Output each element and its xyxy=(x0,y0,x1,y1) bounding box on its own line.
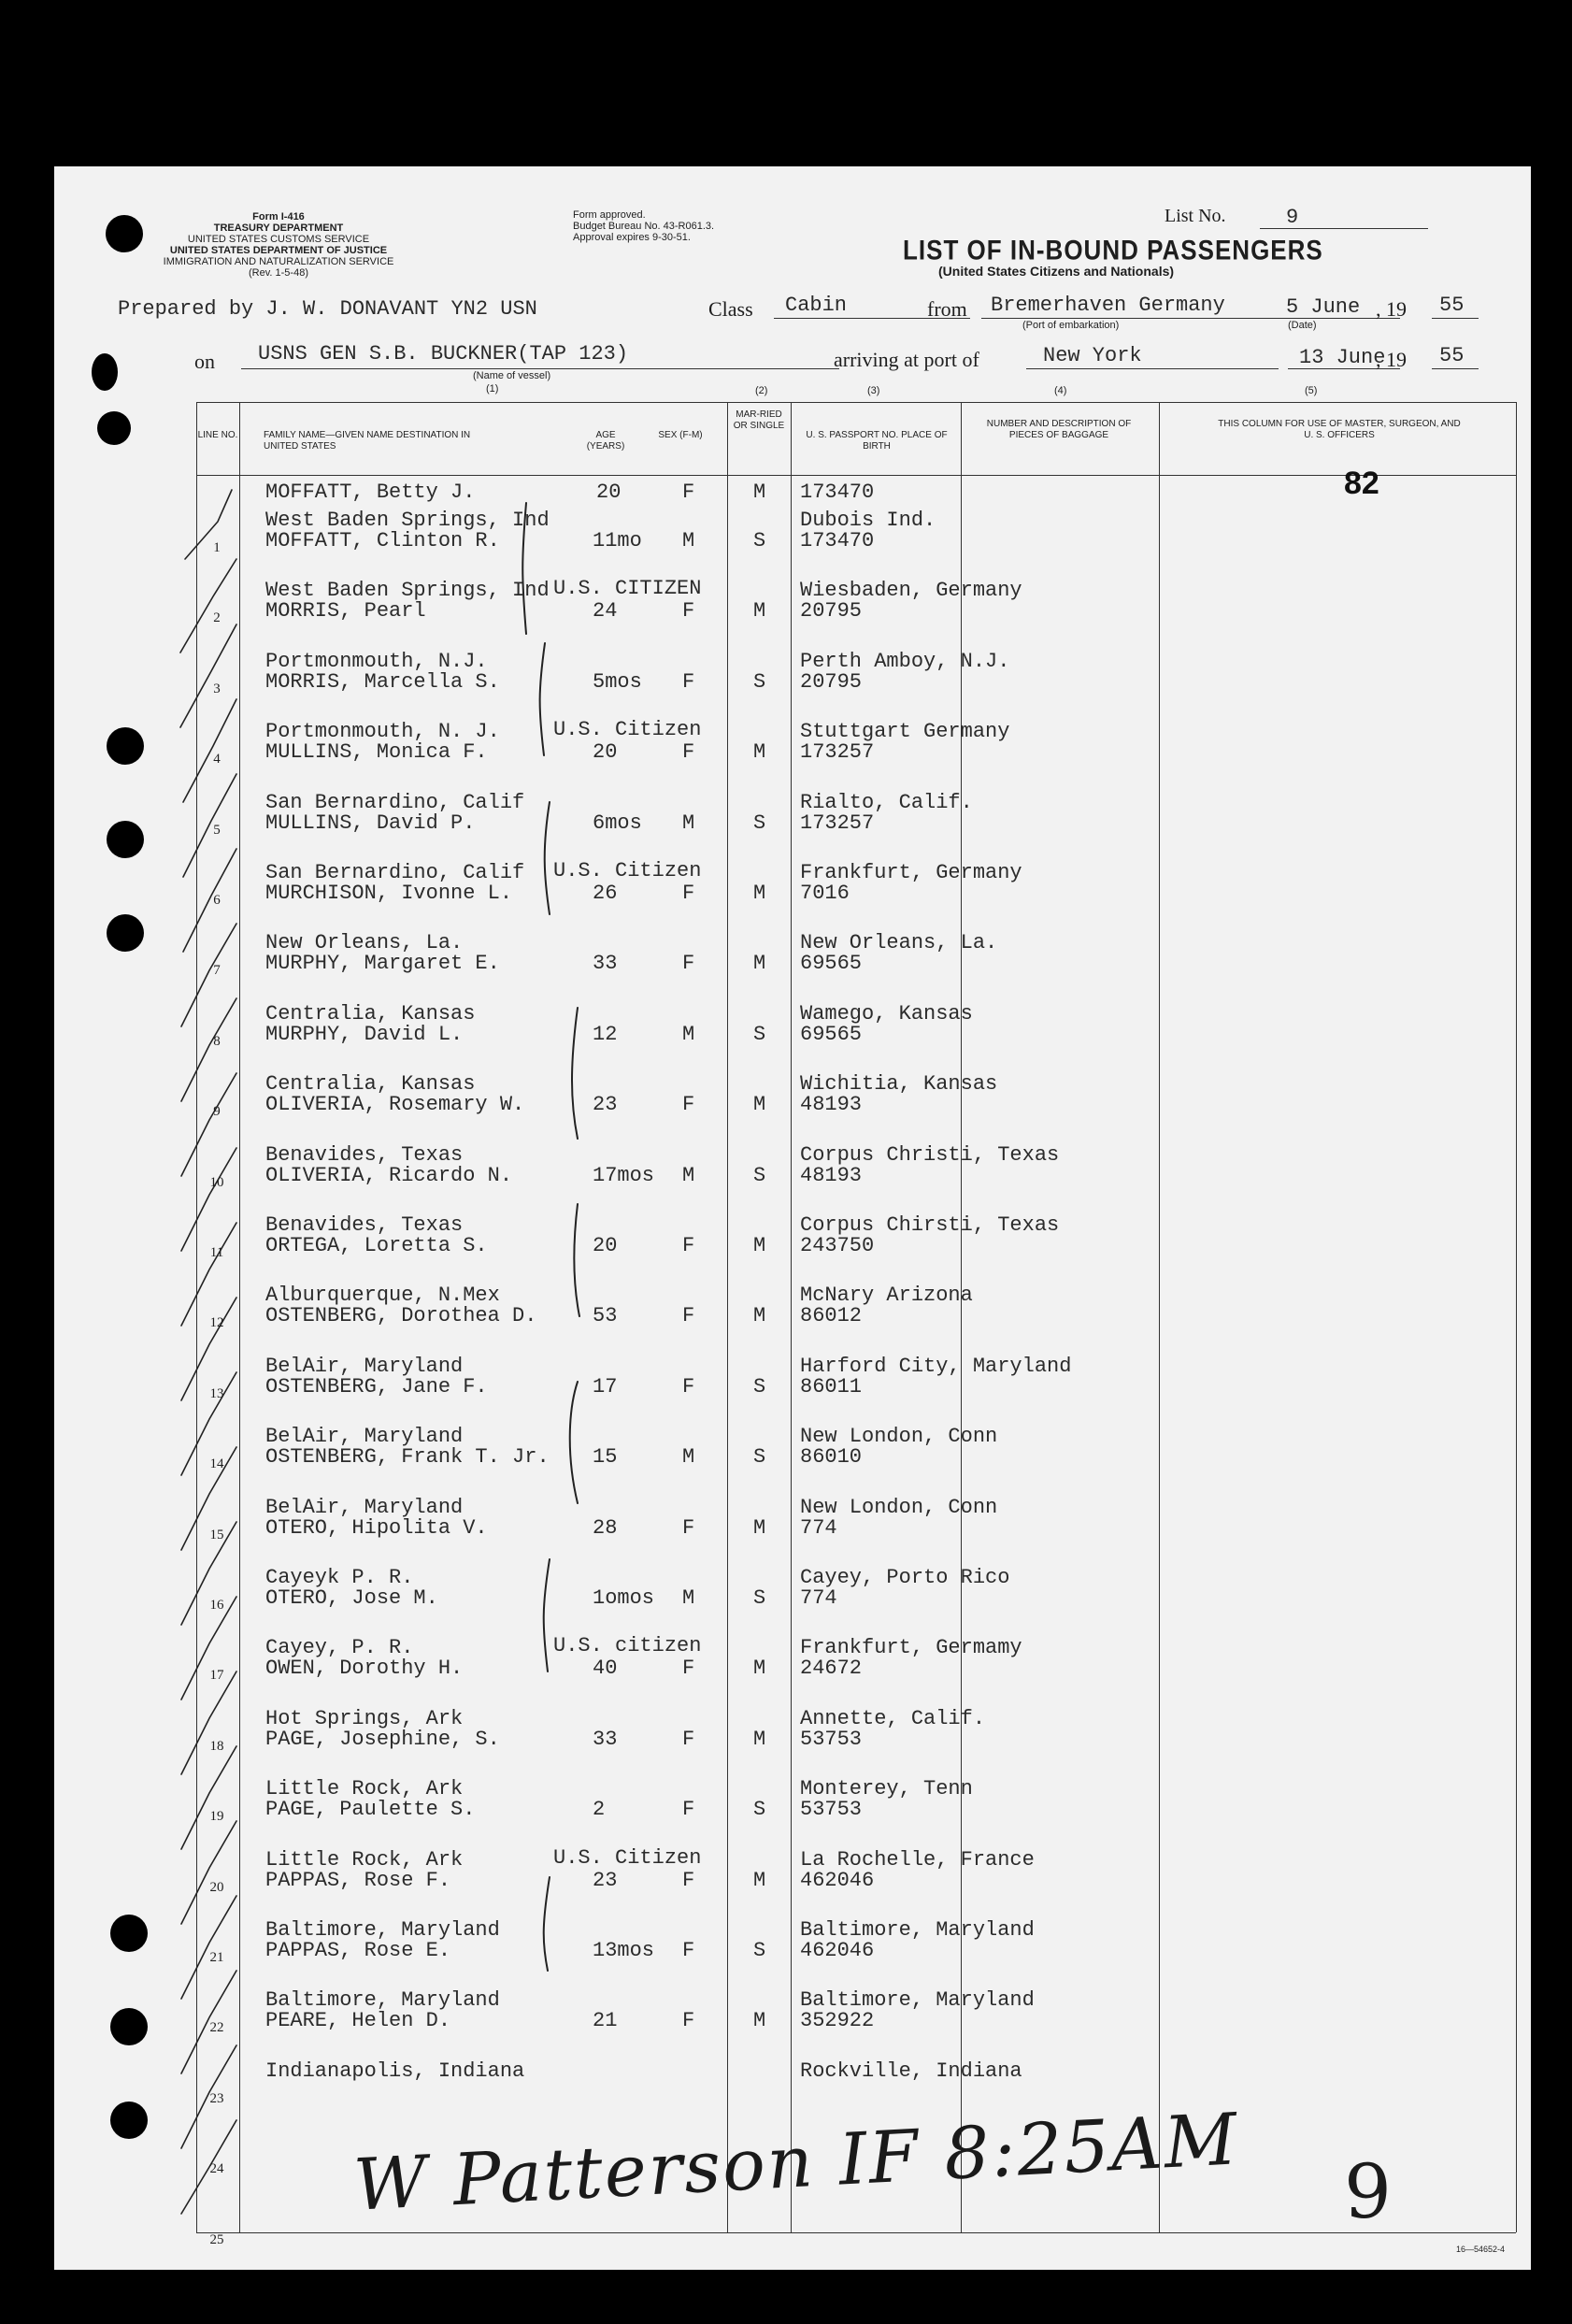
passenger-status: S xyxy=(753,1445,766,1470)
passenger-age: 33 xyxy=(593,1727,618,1751)
passenger-passport: 20795 xyxy=(800,669,863,694)
passenger-name: MOFFATT, Clinton R. xyxy=(265,529,500,552)
place-of-birth: Cayey, Porto Rico xyxy=(800,1566,1010,1589)
place-of-birth: Frankfurt, Germany xyxy=(800,861,1022,884)
row-number: 16 xyxy=(209,1598,224,1613)
passenger-status: S xyxy=(753,1022,766,1046)
col-sex: SEX (F-M) xyxy=(658,430,703,440)
vessel-caption: (Name of vessel) xyxy=(473,370,551,381)
place-of-birth: Wichitia, Kansas xyxy=(800,1072,998,1097)
destination: Portmonmouth, N. J. xyxy=(265,720,500,744)
place-of-birth: Dubois Ind. xyxy=(800,509,936,532)
passenger-status: S xyxy=(753,1798,766,1822)
destination: BelAir, Maryland xyxy=(265,1425,464,1449)
destination: Little Rock, Ark xyxy=(265,1847,464,1872)
citizen-note: U.S. Citizen xyxy=(553,1845,702,1870)
destination: BelAir, Maryland xyxy=(265,1354,464,1378)
passenger-sex: F xyxy=(682,882,695,905)
passenger-name: OSTENBERG, Jane F. xyxy=(265,1374,488,1399)
passenger-sex: M xyxy=(682,1445,695,1470)
passenger-age: 6mos xyxy=(593,811,642,835)
passenger-sex: F xyxy=(682,1798,695,1822)
passenger-sex: F xyxy=(682,1093,695,1117)
passenger-age: 11mo xyxy=(593,529,642,552)
passenger-sex: F xyxy=(682,1868,695,1892)
destination: Alburquerque, N.Mex xyxy=(265,1284,500,1308)
col-passport: U. S. PASSPORT NO. PLACE OF BIRTH xyxy=(806,430,948,452)
destination: Little Rock, Ark xyxy=(265,1777,464,1801)
passenger-age: 33 xyxy=(593,952,618,976)
date-caption: (Date) xyxy=(1288,320,1317,331)
row-number: 15 xyxy=(209,1527,224,1542)
destination: San Bernardino, Calif xyxy=(265,790,525,814)
passenger-status: S xyxy=(753,669,766,694)
place-of-birth: Harford City, Maryland xyxy=(800,1354,1072,1378)
passenger-sex: F xyxy=(682,2009,695,2033)
destination: New Orleans, La. xyxy=(265,931,464,955)
passenger-passport: 173257 xyxy=(800,740,875,765)
place-of-birth: Corpus Christi, Texas xyxy=(800,1142,1060,1167)
from-year: 55 xyxy=(1439,294,1465,317)
place-of-birth: Baltimore, Maryland xyxy=(800,1918,1035,1942)
row-number: 4 xyxy=(213,752,221,767)
passenger-passport: 53753 xyxy=(800,1798,863,1822)
page-title: LIST OF IN-BOUND PASSENGERS xyxy=(903,233,1323,266)
passenger-age: 13mos xyxy=(593,1939,655,1962)
passenger-status: S xyxy=(753,1939,766,1962)
place-of-birth: New London, Conn xyxy=(800,1495,998,1519)
row-number: 7 xyxy=(213,963,221,979)
from-date: 5 June xyxy=(1286,295,1361,319)
row-number: 23 xyxy=(209,2090,224,2106)
destination: Centralia, Kansas xyxy=(265,1001,476,1026)
passenger-age: 23 xyxy=(593,1093,618,1117)
passenger-passport: 352922 xyxy=(800,2009,875,2033)
passenger-sex: M xyxy=(682,1022,695,1046)
row-number: 25 xyxy=(209,2231,224,2247)
form-block: Form I-416 TREASURY DEPARTMENT UNITED STATES CUSTOMS SERVICE UNITED STATES DEPARTMENT OF JUSTICE IMMIGRATION AND NATURALIZATION SERVICE (Rev. 1-5-48) xyxy=(163,211,394,279)
passenger-passport: 69565 xyxy=(800,1022,863,1046)
place-of-birth: Wamego, Kansas xyxy=(800,1001,973,1026)
passenger-name: MURPHY, David L. xyxy=(265,1022,464,1046)
arrival-port: New York xyxy=(1043,344,1142,367)
prepared-by: Prepared by J. W. DONAVANT YN2 USN xyxy=(118,297,537,321)
passenger-age: 12 xyxy=(593,1022,618,1046)
passenger-name: PAPPAS, Rose F. xyxy=(265,1868,451,1892)
passenger-passport: 173470 xyxy=(800,481,875,504)
passenger-passport: 48193 xyxy=(800,1163,863,1187)
destination: Portmonmouth, N.J. xyxy=(265,649,488,673)
from-value: Bremerhaven Germany xyxy=(991,294,1225,317)
passenger-passport: 48193 xyxy=(800,1093,863,1117)
place-of-birth: New London, Conn xyxy=(800,1425,998,1449)
passenger-name: OSTENBERG, Frank T. Jr. xyxy=(265,1445,550,1470)
passenger-sex: F xyxy=(682,1657,695,1681)
on-label: on xyxy=(194,350,215,373)
passenger-status: M xyxy=(753,882,766,905)
passenger-name: MULLINS, Monica F. xyxy=(265,740,488,765)
citizen-note: U.S. Citizen xyxy=(553,718,702,742)
place-of-birth: La Rochelle, France xyxy=(800,1847,1035,1872)
passenger-status: S xyxy=(753,529,766,552)
destination: Benavides, Texas xyxy=(265,1213,464,1237)
passenger-name: PAGE, Paulette S. xyxy=(265,1798,476,1822)
passenger-status: S xyxy=(753,811,766,835)
passenger-age: 2 xyxy=(593,1798,606,1822)
passenger-age: 17 xyxy=(593,1374,618,1399)
passenger-name: MORRIS, Pearl xyxy=(265,599,426,624)
place-of-birth: Annette, Calif. xyxy=(800,1706,986,1730)
passenger-age: 40 xyxy=(593,1657,618,1681)
passenger-age: 17mos xyxy=(593,1163,655,1187)
passenger-sex: F xyxy=(682,1939,695,1962)
passenger-name: OLIVERIA, Ricardo N. xyxy=(265,1163,513,1187)
passenger-name: MURCHISON, Ivonne L. xyxy=(265,882,513,905)
passenger-status: M xyxy=(753,740,766,765)
col-baggage: NUMBER AND DESCRIPTION OF PIECES OF BAGGAGE xyxy=(986,419,1132,440)
passenger-sex: F xyxy=(682,1515,695,1540)
passenger-name: OTERO, Jose M. xyxy=(265,1586,438,1610)
passenger-passport: 173470 xyxy=(800,529,875,552)
approval-block: Form approved. Budget Bureau No. 43-R061.3. Approval expires 9-30-51. xyxy=(573,209,715,243)
passenger-status: M xyxy=(753,1234,766,1257)
passenger-name: ORTEGA, Loretta S. xyxy=(265,1234,488,1257)
from-label: from xyxy=(927,297,967,321)
destination: Benavides, Texas xyxy=(265,1142,464,1167)
passenger-status: S xyxy=(753,1586,766,1610)
destination: Hot Springs, Ark xyxy=(265,1706,464,1730)
row-number: 1 xyxy=(213,540,221,555)
passenger-sex: F xyxy=(682,1234,695,1257)
row-number: 8 xyxy=(213,1033,221,1049)
passenger-status: M xyxy=(753,1093,766,1117)
passenger-passport: 774 xyxy=(800,1515,837,1540)
passenger-age: 53 xyxy=(593,1304,618,1328)
arrival-date: 13 June xyxy=(1299,346,1386,369)
passenger-sex: M xyxy=(682,1163,695,1187)
row-number: 21 xyxy=(209,1950,224,1965)
place-of-birth: Rialto, Calif. xyxy=(800,790,973,814)
place-of-birth: Monterey, Tenn xyxy=(800,1777,973,1801)
passenger-sex: F xyxy=(682,740,695,765)
passenger-age: 5mos xyxy=(593,669,642,694)
list-no-value: 9 xyxy=(1286,206,1299,229)
passenger-age: 20 xyxy=(596,481,622,504)
passenger-age: 21 xyxy=(593,2009,618,2033)
row-number: 17 xyxy=(209,1668,224,1684)
passenger-sex: M xyxy=(682,529,695,552)
footer-code: 16—54652-4 xyxy=(1456,2245,1506,2254)
place-of-birth: McNary Arizona xyxy=(800,1284,973,1308)
vessel-name: USNS GEN S.B. BUCKNER(TAP 123) xyxy=(258,342,629,366)
page-mark: 9 xyxy=(1344,2148,1392,2235)
passenger-status: M xyxy=(753,481,766,504)
passenger-age: 28 xyxy=(593,1515,618,1540)
port-caption: (Port of embarkation) xyxy=(1022,320,1120,331)
class-label: Class xyxy=(708,297,753,321)
passenger-age: 26 xyxy=(593,882,618,905)
passenger-passport: 86010 xyxy=(800,1445,863,1470)
passenger-passport: 86011 xyxy=(800,1374,863,1399)
row-number: 3 xyxy=(213,681,221,696)
row-number: 18 xyxy=(209,1738,224,1754)
place-of-birth: Baltimore, Maryland xyxy=(800,1988,1035,2013)
row-number: 14 xyxy=(209,1456,224,1472)
passenger-name: OLIVERIA, Rosemary W. xyxy=(265,1093,525,1117)
passenger-age: 15 xyxy=(593,1445,618,1470)
passenger-passport: 774 xyxy=(800,1586,837,1610)
passenger-sex: F xyxy=(682,1727,695,1751)
row-number: 6 xyxy=(213,893,221,908)
destination: West Baden Springs, Ind xyxy=(265,509,550,532)
passenger-sex: F xyxy=(682,1304,695,1328)
passenger-age: 24 xyxy=(593,599,618,624)
passenger-age: 20 xyxy=(593,740,618,765)
place-of-birth: Rockville, Indiana xyxy=(800,2059,1022,2083)
passenger-passport: 24672 xyxy=(800,1657,863,1681)
passenger-name: PEARE, Helen D. xyxy=(265,2009,451,2033)
citizen-note: U.S. citizen xyxy=(553,1634,702,1658)
destination: BelAir, Maryland xyxy=(265,1495,464,1519)
inspector-signature: W Patterson IF 8:25AM xyxy=(351,2097,1241,2227)
passenger-passport: 173257 xyxy=(800,811,875,835)
passenger-name: MULLINS, David P. xyxy=(265,811,476,835)
col-officers: THIS COLUMN FOR USE OF MASTER, SURGEON, AND U. S. OFFICERS xyxy=(1218,419,1461,440)
row-number: 11 xyxy=(209,1245,224,1260)
place-of-birth: Corpus Chirsti, Texas xyxy=(800,1213,1060,1237)
row-number: 13 xyxy=(209,1385,224,1401)
passenger-sex: F xyxy=(682,669,695,694)
passenger-passport: 462046 xyxy=(800,1868,875,1892)
passenger-name: OSTENBERG, Dorothea D. xyxy=(265,1304,537,1328)
passenger-status: M xyxy=(753,599,766,624)
passenger-age: 20 xyxy=(593,1234,618,1257)
row-number: 10 xyxy=(209,1174,224,1190)
passenger-passport: 53753 xyxy=(800,1727,863,1751)
passenger-status: M xyxy=(753,1304,766,1328)
passenger-sex: M xyxy=(682,1586,695,1610)
destination: San Bernardino, Calif xyxy=(265,861,525,884)
place-of-birth: Stuttgart Germany xyxy=(800,720,1010,744)
citizen-note: U.S. CITIZEN xyxy=(553,577,702,601)
passenger-name: MORRIS, Marcella S. xyxy=(265,669,500,694)
manifest-page: Form I-416 TREASURY DEPARTMENT UNITED STATES CUSTOMS SERVICE UNITED STATES DEPARTMENT OF JUSTICE IMMIGRATION AND NATURALIZATION SERVICE (Rev. 1-5-48) Form approved. Budget Bureau No. 43-R061.3. Approval expires 9-30-51. List No. 9 LIST OF IN-BOUND PASSENGERS (United States Citizens and Nationals) Prepared by J. W. DONAVANT YN2 USN Class Cabin from Bremerhaven Germany (Port of embarkation) 5 June (Date) , 19 55 on USNS GEN S.B. BUCKNER(TAP 123) (Name of vessel) (1) arriving at port of New York 13 June , 19 55 (2) (3) (4) (5) LINE NO. FAMILY NAME—GIVEN NAME DESTINATION IN UNITED STATES AGE (YEARS) SEX (F-M) MAR-RIED OR SINGLE U. S. PASSPORT NO. PLACE OF BIRTH NUMBER AND DESCRIPTION OF PIECES OF BAGGAGE THIS COLUMN FOR USE OF MASTER, SURGEON, AND U. S. OFFICERS 82 MOFFATT, Betty J. 20 F M 173470 W Patterson IF 8:25AM 9 16—54652-4 1 West Baden Springs, Ind Dubois Ind. MOFFATT, Clinton R. 11mo M S 173470 2 West Baden Springs, Ind U.S. CITIZEN Wiesbaden, Germany MORRIS, Pearl 24 F M 20795 3 Portmonmouth, N.J. Perth Amboy, N.J. MORRIS, Marcella S. 5mos F S 20795 4 Portmonmouth, N. J. U.S. Citizen Stuttgart Germany MULLINS, Monica F. 20 F M 173257 5 San Bernardino, Calif Rialto, Calif. MULLINS, David P. 6mos M S 173257 6 San Bernardino, Calif U.S. Citizen Frankfurt, Germany MURCHISON, Ivonne L. 26 F M 7016 7 New Orleans, La. New Orleans, La. MURPHY, Margaret E. 33 F M 69565 8 Centralia, Kansas Wamego, Kansas MURPHY, David L. 12 M S 69565 9 Centralia, Kansas Wichitia, Kansas OLIVERIA, Rosemary W. 23 F M 48193 10 Benavides, Texas Corpus Christi, Texas OLIVERIA, Ricardo N. 17mos M S 48193 11 Benavides, Texas Corpus Chirsti, Texas ORTEGA, Loretta S. 20 F M 243750 12 Alburquerque, N.Mex McNary Arizona OSTENBERG, Dorothea D. 53 F M 86012 13 BelAir, Maryland Harford City, Maryland OSTENBERG, Jane F. 17 F S 86011 14 BelAir, Maryland New London, Conn OSTENBERG, Frank T. Jr. 15 M S 86010 15 BelAir, Maryland New London, Conn OTERO, Hipolita V. 28 F M 774 16 Cayeyk P. R. Cayey, Porto Rico OTERO, Jose M. 1omos M S 774 17 Cayey, P. R. U.S. citizen Frankfurt, Germamy OWEN, Dorothy H. 40 F M 24672 18 Hot Springs, Ark Annette, Calif. PAGE, Josephine, S. 33 F M 53753 19 Little Rock, Ark Monterey, Tenn PAGE, Paulette S. 2 F S 53753 20 Little Rock, Ark U.S. Citizen La Rochelle, France PAPPAS, Rose F. 23 F M 462046 21 Baltimore, Maryland Baltimore, Maryland PAPPAS, Rose E. 13mos F S 462046 22 Baltimore, Maryland Baltimore, Maryland PEARE, Helen D. 21 F M 352922 23 Indianapolis, Indiana Rockville, Indiana 24 25 xyxy=(54,166,1531,2270)
passenger-age: 23 xyxy=(593,1868,618,1892)
col-age: AGE (YEARS) xyxy=(586,430,625,452)
row-number: 22 xyxy=(209,2020,224,2036)
passenger-sex: M xyxy=(682,811,695,835)
destination: Baltimore, Maryland xyxy=(265,1918,500,1942)
class-value: Cabin xyxy=(785,294,848,317)
col-married: MAR-RIED OR SINGLE xyxy=(733,409,785,431)
passenger-name: OTERO, Hipolita V. xyxy=(265,1515,488,1540)
row-number: 2 xyxy=(213,610,221,626)
passenger-age: 1omos xyxy=(593,1586,655,1610)
col-name: FAMILY NAME—GIVEN NAME DESTINATION IN UNITED STATES xyxy=(264,430,471,452)
passenger-status: S xyxy=(753,1163,766,1187)
passenger-sex: F xyxy=(682,599,695,624)
passenger-name: MURPHY, Margaret E. xyxy=(265,952,500,976)
destination: West Baden Springs, Ind xyxy=(265,579,550,603)
passenger-passport: 7016 xyxy=(800,882,850,905)
destination: Cayeyk P. R. xyxy=(265,1566,414,1589)
passenger-passport: 243750 xyxy=(800,1234,875,1257)
passenger-passport: 20795 xyxy=(800,599,863,624)
destination: Indianapolis, Indiana xyxy=(265,2059,525,2083)
arrival-year: 55 xyxy=(1439,344,1465,367)
passenger-name: OWEN, Dorothy H. xyxy=(265,1657,464,1681)
passenger-status: M xyxy=(753,1727,766,1751)
place-of-birth: New Orleans, La. xyxy=(800,931,998,955)
list-no-label: List No. xyxy=(1165,206,1226,226)
passenger-name: MOFFATT, Betty J. xyxy=(265,481,476,504)
passenger-status: M xyxy=(753,1657,766,1681)
passenger-sex: F xyxy=(682,952,695,976)
citizen-note: U.S. Citizen xyxy=(553,859,702,882)
passenger-status: M xyxy=(753,952,766,976)
row-number: 12 xyxy=(209,1315,224,1331)
place-of-birth: Perth Amboy, N.J. xyxy=(800,649,1010,673)
destination: Centralia, Kansas xyxy=(265,1072,476,1097)
passenger-status: M xyxy=(753,1868,766,1892)
row-number: 9 xyxy=(213,1104,221,1120)
passenger-passport: 69565 xyxy=(800,952,863,976)
destination: Baltimore, Maryland xyxy=(265,1988,500,2013)
row-number: 19 xyxy=(209,1809,224,1825)
destination: Cayey, P. R. xyxy=(265,1636,414,1660)
row-number: 20 xyxy=(209,1879,224,1895)
row-number: 5 xyxy=(213,822,221,838)
place-of-birth: Wiesbaden, Germany xyxy=(800,579,1022,603)
arriving-label: arriving at port of xyxy=(834,348,979,371)
row-number: 24 xyxy=(209,2161,224,2177)
passenger-passport: 86012 xyxy=(800,1304,863,1328)
officer-mark: 82 xyxy=(1344,466,1379,501)
passenger-status: M xyxy=(753,2009,766,2033)
col-line: LINE NO. xyxy=(197,430,238,440)
passenger-status: M xyxy=(753,1515,766,1540)
passenger-status: S xyxy=(753,1374,766,1399)
page-subtitle: (United States Citizens and Nationals) xyxy=(938,264,1175,279)
passenger-sex: F xyxy=(682,481,695,504)
passenger-sex: F xyxy=(682,1374,695,1399)
passenger-name: PAPPAS, Rose E. xyxy=(265,1939,451,1962)
passenger-name: PAGE, Josephine, S. xyxy=(265,1727,500,1751)
passenger-passport: 462046 xyxy=(800,1939,875,1962)
place-of-birth: Frankfurt, Germamy xyxy=(800,1636,1022,1660)
